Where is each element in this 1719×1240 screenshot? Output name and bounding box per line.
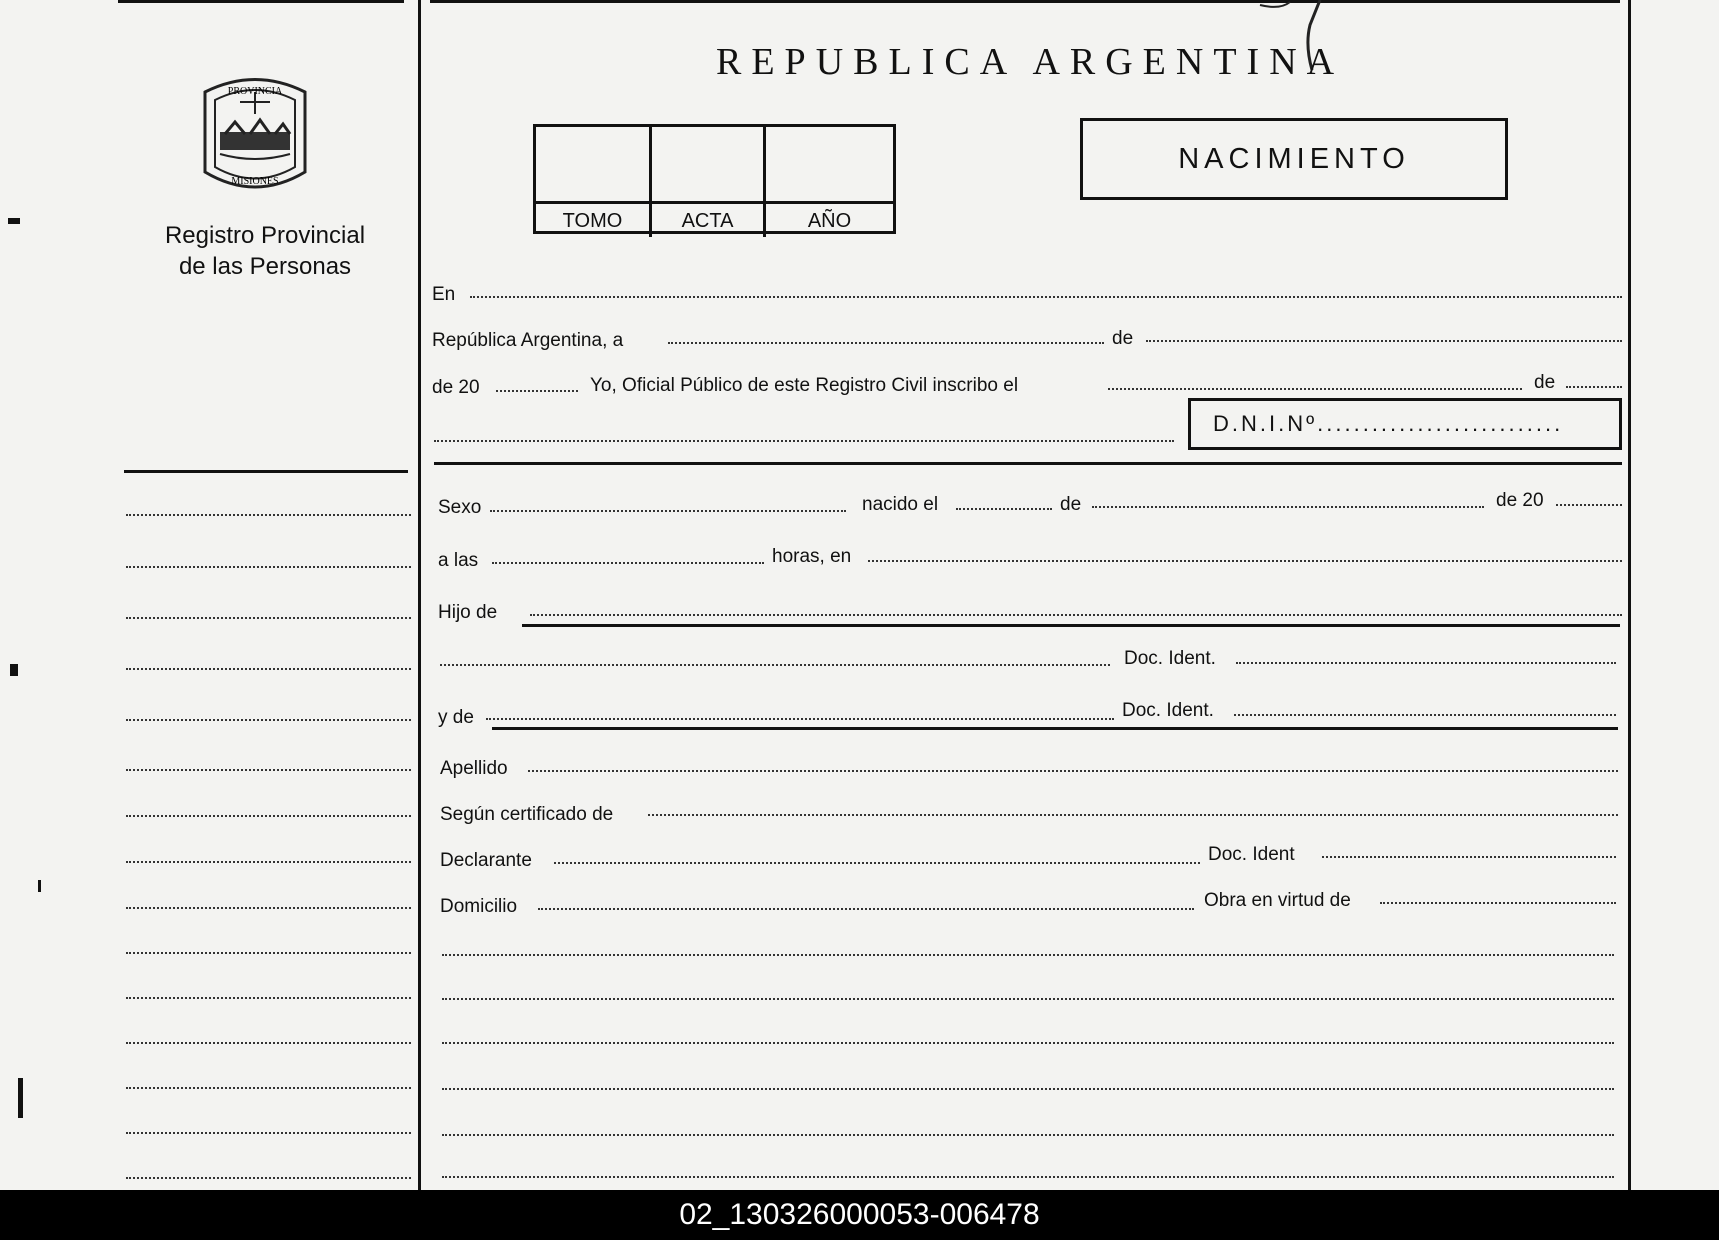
field-father-name[interactable] [530,614,1622,616]
organization-name [140,220,390,282]
margin-line-7 [126,815,411,817]
field-inscribed-name[interactable] [434,440,1174,442]
field-father-detail[interactable] [440,664,1110,666]
label-declarante: Declarante [440,850,532,871]
binding-mark-1 [8,218,20,224]
label-y-de: y de [438,707,474,728]
seal-text-bottom: MISIONES [231,176,279,187]
tomo-label: TOMO [562,210,623,232]
label-hijo-de: Hijo de [438,602,498,623]
top-left-rule [118,0,404,3]
margin-line-13 [126,1087,411,1089]
margin-line-9 [126,907,411,909]
field-birth-month[interactable] [1092,506,1484,508]
binding-mark-2 [10,664,18,676]
margin-line-6 [126,769,411,771]
margin-line-15 [126,1177,411,1179]
notes-line-2[interactable] [442,998,1614,1000]
label-father-doc-ident: Doc. Ident. [1124,648,1216,669]
acta-label: ACTA [681,210,734,232]
field-day[interactable] [668,342,1104,344]
left-column-rule [124,470,408,473]
label-de-20: de 20 [432,377,480,398]
mother-underline [492,727,1618,730]
field-sexo[interactable] [490,510,846,512]
label-en: En [432,284,456,305]
margin-line-4 [126,668,411,670]
misiones-province-seal-icon [195,72,315,202]
margin-line-14 [126,1132,411,1134]
section-rule [434,462,1622,465]
father-underline [522,624,1620,627]
field-certificado[interactable] [648,814,1618,816]
margin-line-1 [126,514,411,516]
dni-box[interactable]: D.N.I.Nº........................... [1188,398,1622,450]
field-inscribo[interactable] [1108,388,1522,390]
label-sexo: Sexo [438,497,482,518]
anio-cell[interactable] [766,127,893,237]
field-declarante[interactable] [554,862,1200,864]
page-title: REPUBLICA ARGENTINA [716,41,1345,83]
label-apellido: Apellido [440,758,508,779]
label-declarante-doc-ident: Doc. Ident [1208,844,1295,865]
label-mother-doc-ident: Doc. Ident. [1122,700,1214,721]
margin-line-2 [126,566,411,568]
organization-line-2: de las Personas [178,253,352,280]
notes-line-1[interactable] [442,954,1614,956]
label-de-birth-month: de [1060,494,1082,515]
label-republica-a: República Argentina, a [432,330,624,351]
notes-line-5[interactable] [442,1134,1614,1136]
right-border [1628,0,1631,1190]
organization-line-1: Registro Provincial [164,222,366,249]
margin-line-5 [126,719,411,721]
label-de-month: de [1112,328,1134,349]
left-column-divider [418,0,421,1190]
field-inscribo-de[interactable] [1566,386,1622,388]
margin-line-12 [126,1042,411,1044]
top-right-rule [430,0,1620,3]
field-father-doc[interactable] [1236,662,1616,664]
anio-label: AÑO [807,210,852,232]
notes-line-3[interactable] [442,1042,1614,1044]
notes-line-6[interactable] [442,1176,1614,1178]
label-de-inscribo: de [1534,372,1556,393]
registry-reference-table [533,124,896,234]
field-apellido[interactable] [528,770,1618,772]
binding-mark-3 [38,880,41,892]
table-label-divider [536,201,893,204]
label-obra-en-virtud: Obra en virtud de [1204,890,1351,911]
field-year[interactable] [496,390,578,392]
label-segun-certificado: Según certificado de [440,804,614,825]
label-de-20-birth: de 20 [1496,490,1544,511]
field-month[interactable] [1146,340,1622,342]
field-mother-doc[interactable] [1234,714,1616,716]
field-birth-year[interactable] [1556,504,1622,506]
seal-text-top: PROVINCIA [227,86,283,97]
margin-line-8 [126,861,411,863]
field-declarante-doc[interactable] [1322,856,1616,858]
tomo-cell[interactable] [536,127,652,237]
margin-line-11 [126,997,411,999]
field-mother-name[interactable] [486,718,1114,720]
label-horas-en: horas, en [772,546,852,567]
field-hour[interactable] [492,562,764,564]
binding-mark-4 [18,1078,23,1118]
label-a-las: a las [438,550,479,571]
document-id-footer: 02_130326000053-006478 [0,1190,1719,1240]
margin-line-10 [126,952,411,954]
label-domicilio: Domicilio [440,896,518,917]
field-obra-en-virtud[interactable] [1380,902,1616,904]
acta-cell[interactable] [652,127,766,237]
notes-line-4[interactable] [442,1088,1614,1090]
margin-line-3 [126,617,411,619]
field-birth-day[interactable] [956,508,1052,510]
act-type-box: NACIMIENTO [1080,118,1508,200]
label-yo-oficial: Yo, Oficial Público de este Registro Civil inscribo el [590,375,1019,396]
field-en[interactable] [470,296,1622,298]
field-domicilio[interactable] [538,908,1194,910]
field-birth-place[interactable] [868,560,1622,562]
label-nacido-el: nacido el [862,494,939,515]
